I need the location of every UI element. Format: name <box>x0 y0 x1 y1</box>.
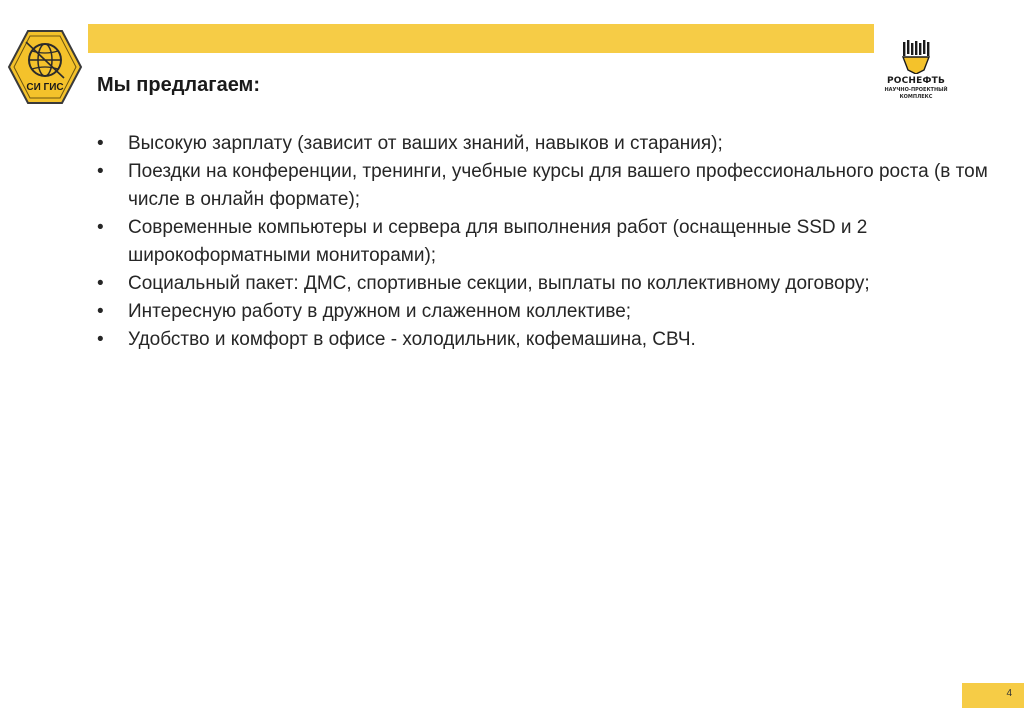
list-item-text: Современные компьютеры и сервера для выполнения работ (оснащенные SSD и 2 широкоформатными мониторами); <box>128 217 868 266</box>
page-number-badge <box>962 683 1024 708</box>
bullet-icon: • <box>97 301 104 322</box>
list-item <box>97 270 997 298</box>
rosneft-subtitle-line2: КОМПЛЕКС <box>899 94 933 100</box>
hexagon-globe-logo-icon <box>6 28 84 106</box>
page-heading: Мы предлагаем: <box>97 74 261 96</box>
rosneft-logo <box>864 40 968 122</box>
list-item <box>97 130 997 158</box>
bullet-icon: • <box>97 161 104 182</box>
list-item-text: Высокую зарплату (зависит от ваших знаний, навыков и старания); <box>128 133 723 154</box>
bullet-icon: • <box>97 273 104 294</box>
si-gis-logo-text: СИ ГИС <box>26 82 64 93</box>
list-item <box>97 158 997 214</box>
list-item-text: Удобство и комфорт в офисе - холодильник, кофемашина, СВЧ. <box>128 329 696 350</box>
list-item-text: Интересную работу в дружном и слаженном коллективе; <box>128 301 632 322</box>
bullet-icon: • <box>97 217 104 238</box>
list-item <box>97 326 997 354</box>
list-item <box>97 298 997 326</box>
bullet-icon: • <box>97 133 104 154</box>
offer-list <box>97 130 997 354</box>
list-item-text: Социальный пакет: ДМС, спортивные секции, выплаты по коллективному договору; <box>128 273 870 294</box>
header-accent-bar <box>88 24 874 53</box>
rosneft-subtitle-line1: НАУЧНО-ПРОЕКТНЫЙ <box>884 87 948 93</box>
list-item-text: Поездки на конференции, тренинги, учебные курсы для вашего профессионального роста (в том числе в онлайн формате); <box>128 161 988 210</box>
si-gis-logo <box>6 28 84 106</box>
list-item <box>97 214 997 270</box>
rosneft-emblem-icon <box>900 40 932 74</box>
page-number: 4 <box>1006 688 1012 699</box>
bullet-icon: • <box>97 329 104 350</box>
rosneft-brand-name: РОСНЕФТЬ <box>886 76 946 86</box>
